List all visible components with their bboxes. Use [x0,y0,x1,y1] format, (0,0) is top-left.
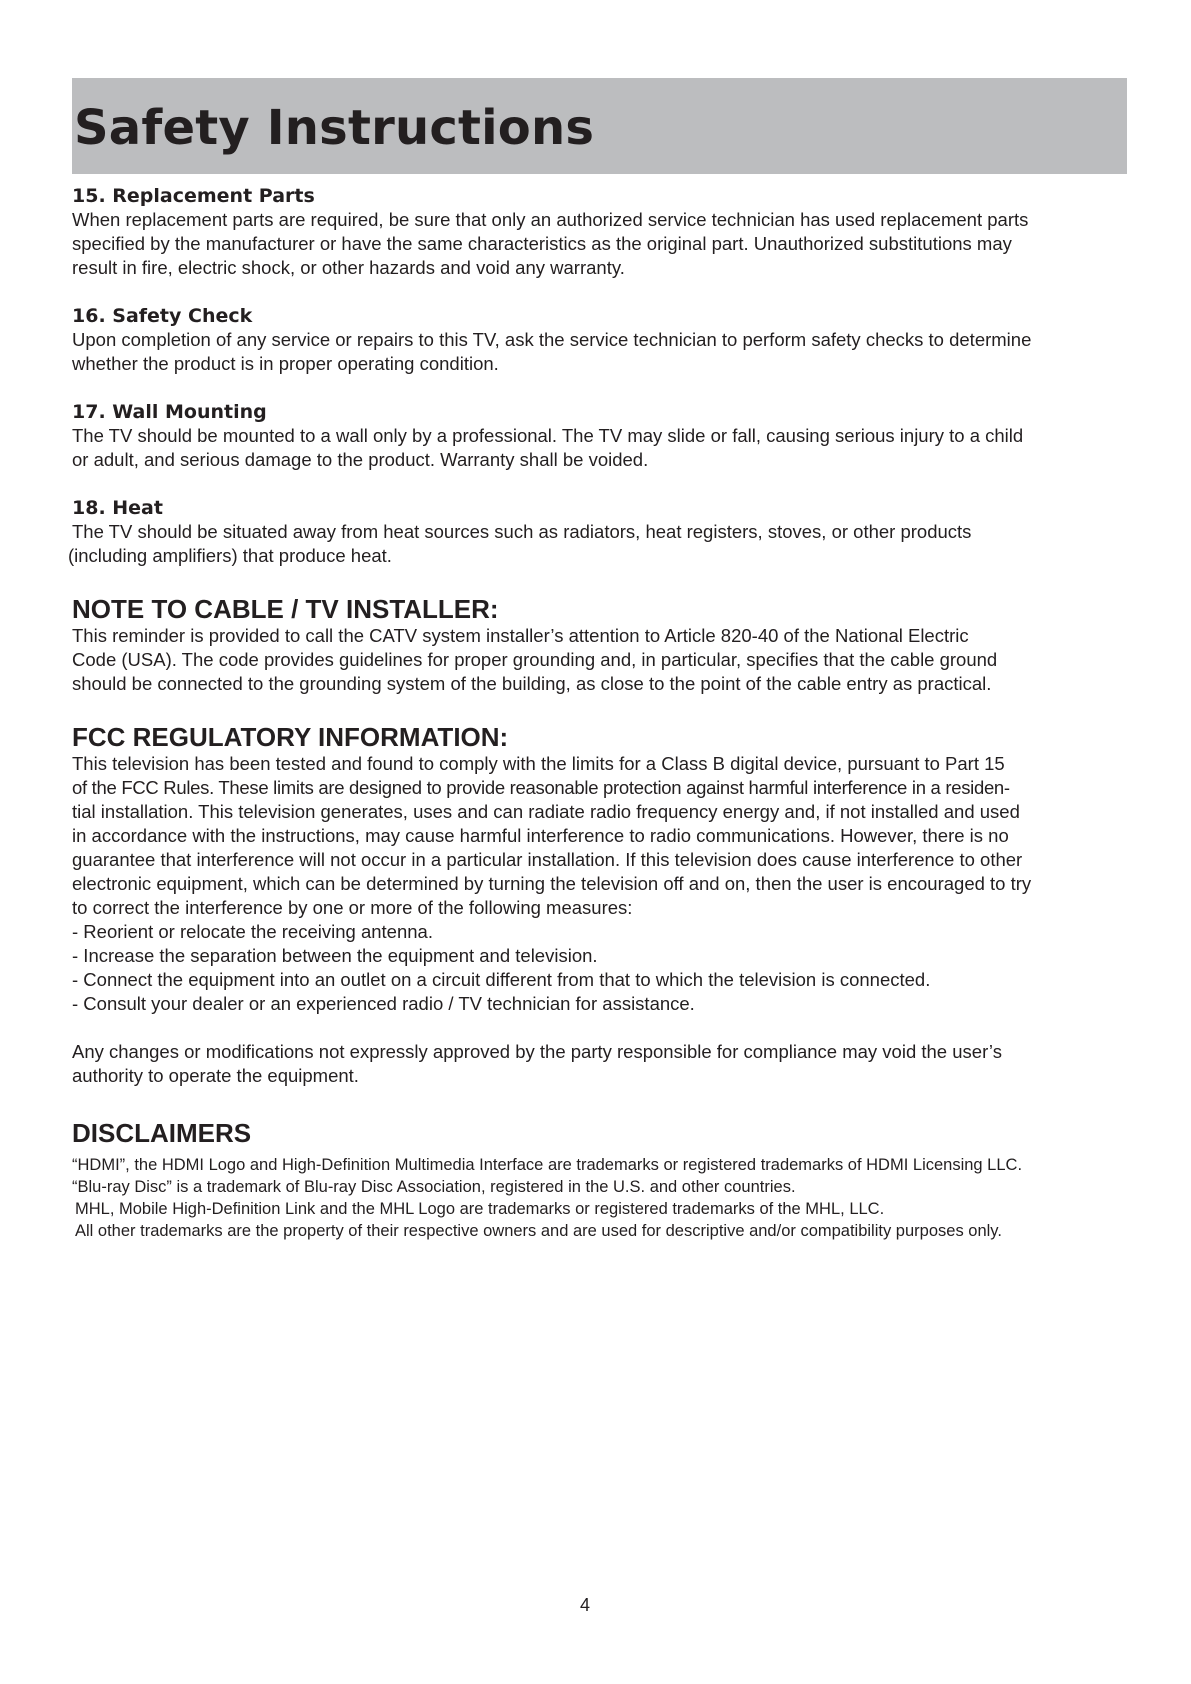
paragraph-line: The TV should be situated away from heat sources such as radiators, heat registers, stoves, or other products [72,521,972,542]
paragraph-line: All other trademarks are the property of their respective owners and are used for descriptive and/or compatibility purposes only. [75,1222,1002,1240]
section-fcc [72,722,1132,1088]
section-wall-mounting [72,400,1132,472]
list-item: - Connect the equipment into an outlet on a circuit different from that to which the television is connected. [72,969,931,990]
paragraph-line: to correct the interference by one or more of the following measures: [72,897,633,918]
paragraph-line: Code (USA). The code provides guidelines for proper grounding and, in particular, specifies that the cable ground [72,649,998,670]
section-safety-check [72,304,1132,376]
section-heat [68,496,1132,568]
section-heading: 15. Replacement Parts [72,185,315,207]
paragraph-line: or adult, and serious damage to the product. Warranty shall be voided. [72,449,649,470]
section-heading: 16. Safety Check [72,305,253,327]
paragraph-line: MHL, Mobile High-Definition Link and the MHL Logo are trademarks or registered trademarks of the MHL, LLC. [75,1200,885,1218]
section-heading: DISCLAIMERS [72,1118,252,1148]
section-disclaimers [72,1118,1132,1242]
paragraph-line: whether the product is in proper operating condition. [72,353,499,374]
paragraph-line: Upon completion of any service or repairs to this TV, ask the service technician to perform safety checks to determine [72,329,1032,350]
paragraph-line: of the FCC Rules. These limits are designed to provide reasonable protection against harmful interference in a residen- [72,777,1010,798]
list-item: - Reorient or relocate the receiving antenna. [72,921,433,942]
paragraph-line: should be connected to the grounding system of the building, as close to the point of the cable entry as practical. [72,673,992,694]
paragraph-line: Any changes or modifications not expressly approved by the party responsible for compliance may void the user’s [72,1041,1002,1062]
section-replacement-parts [72,184,1132,280]
section-heading: NOTE TO CABLE / TV INSTALLER: [72,594,499,624]
paragraph-line: This television has been tested and found to comply with the limits for a Class B digital device, pursuant to Part 15 [72,753,1005,774]
list-item: - Consult your dealer or an experienced radio / TV technician for assistance. [72,993,695,1014]
paragraph-line: authority to operate the equipment. [72,1065,359,1086]
section-heading: 17. Wall Mounting [72,401,267,423]
paragraph-line: electronic equipment, which can be determined by turning the television off and on, then the user is encouraged to try [72,873,1032,894]
section-heading: FCC REGULATORY INFORMATION: [72,722,509,752]
paragraph-line: guarantee that interference will not occur in a particular installation. If this television does cause interference to other [72,849,1023,870]
paragraph-line: “Blu-ray Disc” is a trademark of Blu-ray Disc Association, registered in the U.S. and other countries. [72,1178,796,1196]
paragraph-line: in accordance with the instructions, may cause harmful interference to radio communications. However, there is no [72,825,1009,846]
paragraph-line: result in fire, electric shock, or other hazards and void any warranty. [72,257,625,278]
section-heading: 18. Heat [72,497,163,519]
paragraph-line: tial installation. This television generates, uses and can radiate radio frequency energy and, if not installed and used [72,801,1020,822]
paragraph-line: This reminder is provided to call the CATV system installer’s attention to Article 820-40 of the National Electric [72,625,969,646]
page-number: 4 [579,1595,590,1615]
paragraph-line: The TV should be mounted to a wall only by a professional. The TV may slide or fall, causing serious injury to a child [72,425,1024,446]
paragraph-line: When replacement parts are required, be sure that only an authorized service technician has used replacement parts [72,209,1029,230]
paragraph-line: specified by the manufacturer or have the same characteristics as the original part. Unauthorized substitutions may [72,233,1012,254]
list-item: - Increase the separation between the equipment and television. [72,945,598,966]
section-cable-installer [72,594,1132,696]
paragraph-line: (including amplifiers) that produce heat. [68,545,392,566]
page-title: Safety Instructions [74,100,595,156]
paragraph-line: “HDMI”, the HDMI Logo and High-Definition Multimedia Interface are trademarks or registered trademarks of HDMI Licensing LLC. [72,1156,1023,1174]
